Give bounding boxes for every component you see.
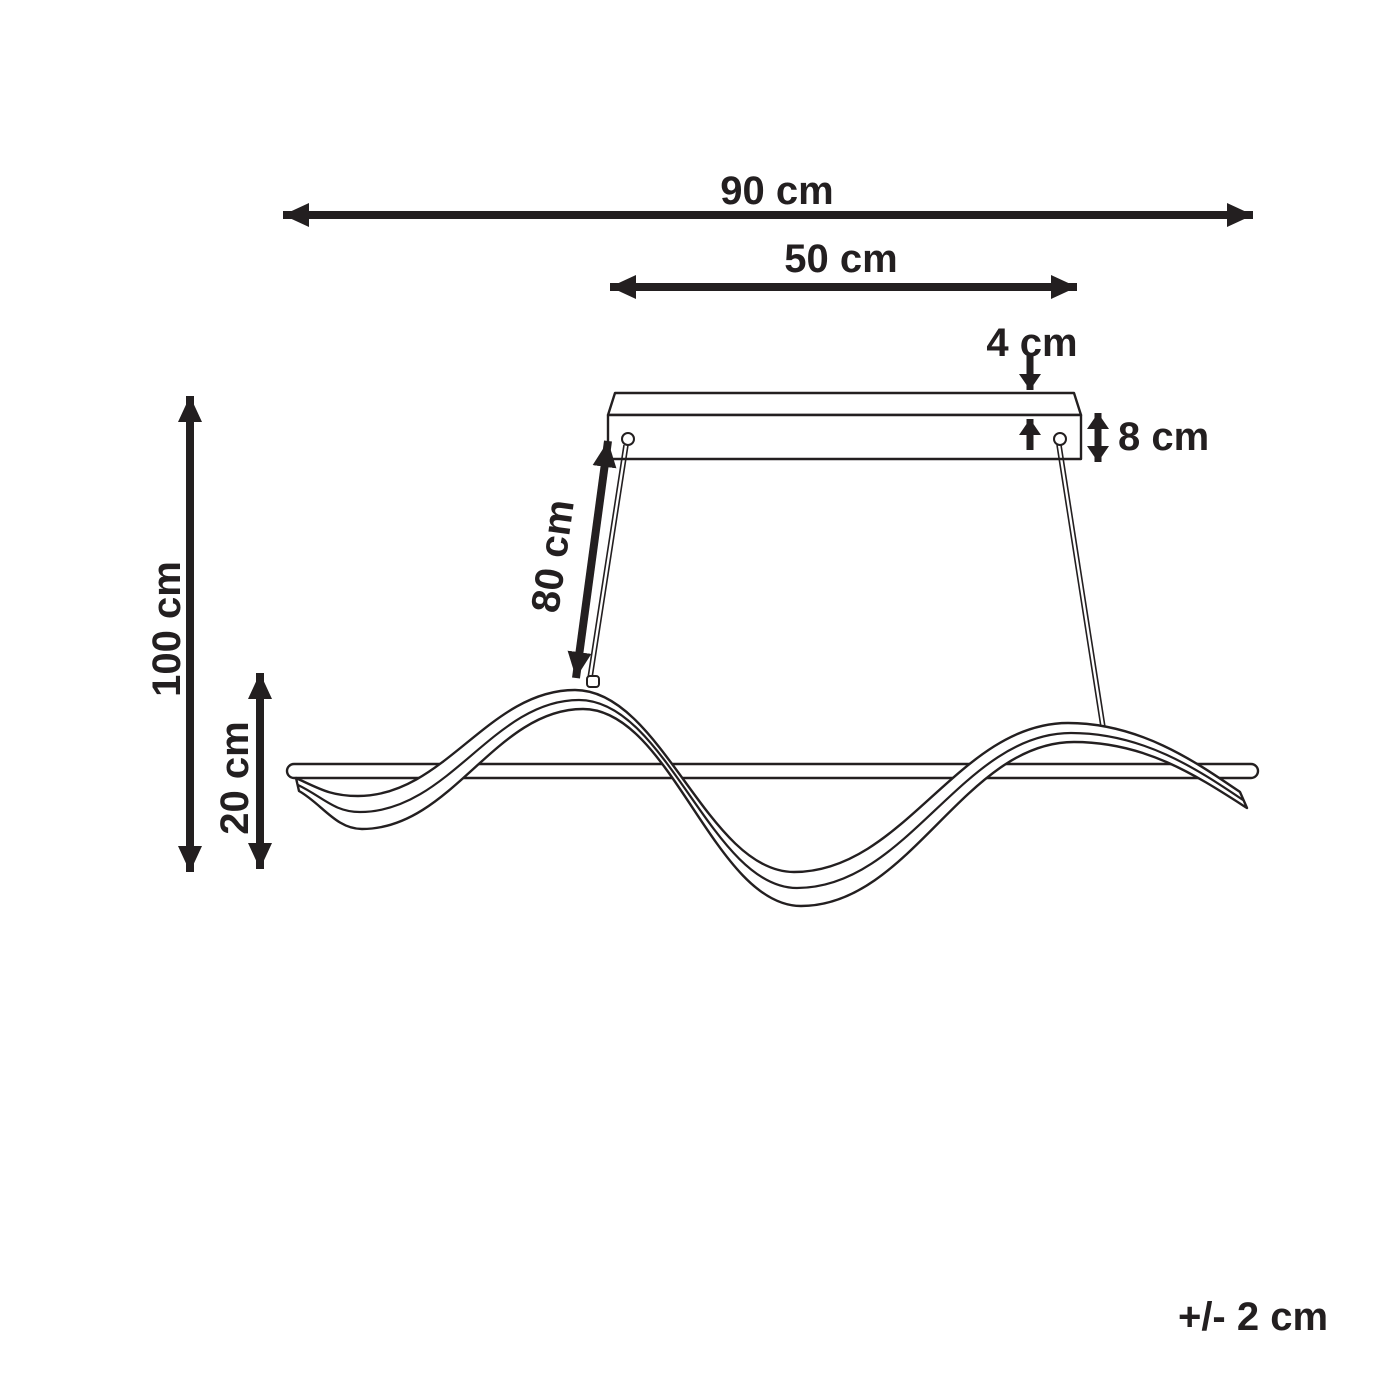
canopy-top-face — [608, 393, 1081, 415]
light-height-label: 20 cm — [213, 721, 257, 835]
canopy-width-label: 50 cm — [784, 237, 898, 281]
total-height-label: 100 cm — [145, 561, 189, 697]
cable-hole-right-icon — [1054, 433, 1066, 445]
cable-length-label: 80 cm — [523, 496, 583, 616]
tolerance-label: +/- 2 cm — [1177, 1295, 1329, 1339]
cable-right — [1061, 445, 1105, 727]
cable-hole-left-icon — [622, 433, 634, 445]
pendant-lamp — [287, 676, 1258, 906]
cable-left — [592, 445, 628, 678]
cable-connector — [587, 676, 599, 687]
ceiling-canopy — [608, 393, 1081, 459]
canopy-inset-label: 4 cm — [986, 321, 1078, 365]
canopy-front-face — [608, 415, 1081, 459]
total-width-label: 90 cm — [720, 169, 834, 213]
suspension-cables — [588, 433, 1105, 727]
cable-right — [1057, 445, 1101, 727]
cable-length-arrow-icon — [576, 441, 608, 678]
canopy-height-label: 8 cm — [1118, 415, 1210, 459]
